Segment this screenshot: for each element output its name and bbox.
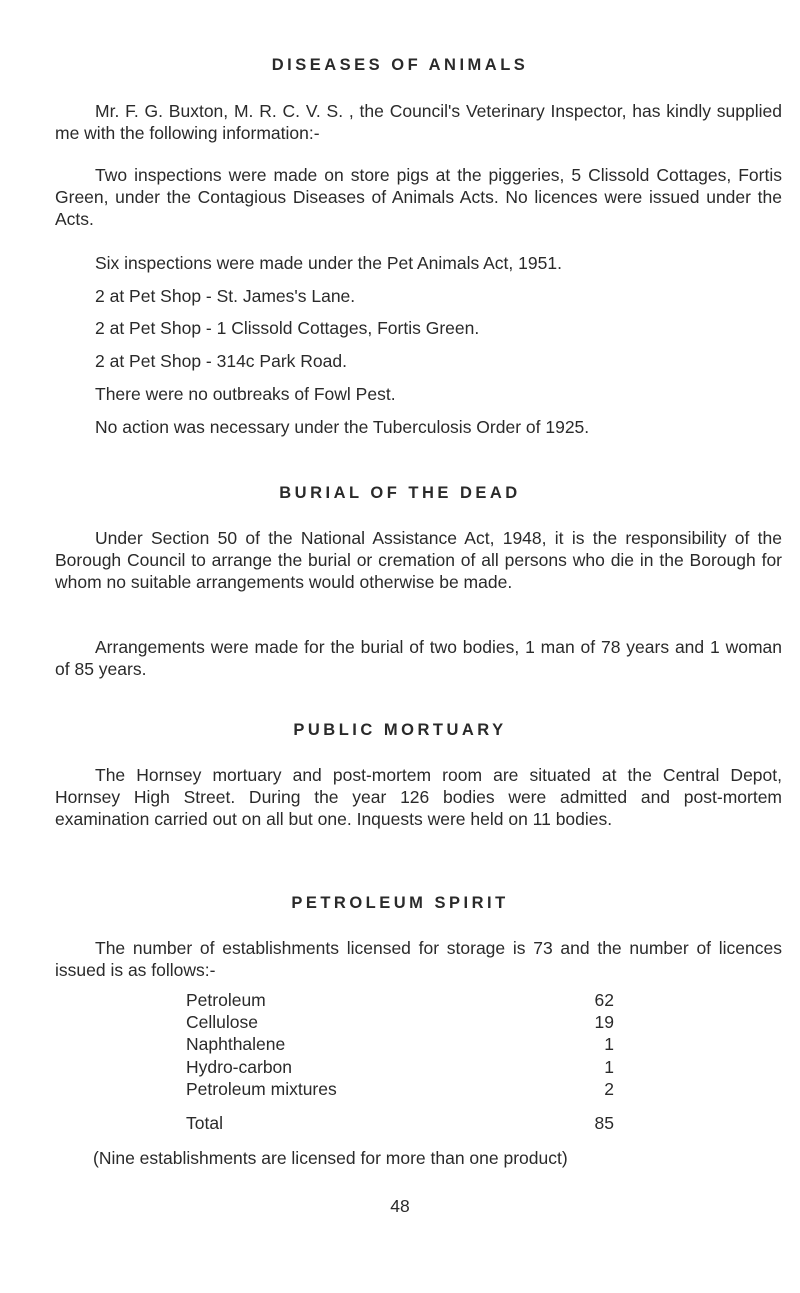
line-tuberculosis-order: No action was necessary under the Tuberculosis Order of 1925.	[95, 417, 590, 437]
table-row	[186, 1011, 626, 1033]
row-value: 62	[594, 990, 614, 1010]
heading-public-mortuary: PUBLIC MORTUARY	[293, 721, 507, 739]
table-row	[186, 989, 626, 1011]
row-label: Cellulose	[186, 1012, 258, 1032]
paragraph-veterinary-inspector: Mr. F. G. Buxton, M. R. C. V. S. , the Council's Veterinary Inspector, has kindly supplied me with the following information:-	[55, 101, 782, 143]
row-value: 19	[594, 1012, 614, 1032]
table-total-row	[186, 1112, 626, 1134]
line-pet-animals-act: Six inspections were made under the Pet Animals Act, 1951.	[95, 253, 562, 273]
line-fowl-pest: There were no outbreaks of Fowl Pest.	[95, 384, 396, 404]
row-label: Petroleum	[186, 990, 266, 1010]
line-pet-shop-park-road: 2 at Pet Shop - 314c Park Road.	[95, 351, 347, 371]
row-label: Petroleum mixtures	[186, 1079, 337, 1099]
table-row	[186, 1078, 626, 1100]
total-label: Total	[186, 1113, 223, 1133]
heading-petroleum-spirit: PETROLEUM SPIRIT	[291, 894, 509, 912]
page-number: 48	[390, 1196, 410, 1216]
heading-burial-of-the-dead: BURIAL OF THE DEAD	[279, 484, 521, 502]
row-value: 1	[604, 1034, 614, 1054]
table-row	[186, 1033, 626, 1055]
row-label: Naphthalene	[186, 1034, 286, 1054]
paragraph-burial-arrangements: Arrangements were made for the burial of two bodies, 1 man of 78 years and 1 woman of 85 years.	[55, 637, 782, 679]
line-pet-shop-clissold: 2 at Pet Shop - 1 Clissold Cottages, Fortis Green.	[95, 318, 480, 338]
row-value: 1	[604, 1057, 614, 1077]
paragraph-national-assistance-act: Under Section 50 of the National Assistance Act, 1948, it is the responsibility of the Borough Council to arrange the burial or cremation of all persons who die in the Borough for whom no suitable arrangements would otherwise be made.	[55, 528, 782, 592]
paragraph-pig-inspections: Two inspections were made on store pigs at the piggeries, 5 Clissold Cottages, Fortis Green, under the Contagious Diseases of Animals Acts. No licences were issued under the Acts.	[55, 165, 782, 229]
petroleum-note: (Nine establishments are licensed for more than one product)	[93, 1148, 568, 1168]
heading-diseases-of-animals: DISEASES OF ANIMALS	[271, 56, 529, 74]
table-row	[186, 1056, 626, 1078]
paragraph-hornsey-mortuary: The Hornsey mortuary and post-mortem room are situated at the Central Depot, Hornsey High Street. During the year 126 bodies were admitted and post-mortem examination carried out on all but one. Inquests were held on 11 bodies.	[55, 765, 782, 829]
total-value: 85	[594, 1113, 614, 1133]
row-value: 2	[604, 1079, 614, 1099]
paragraph-petroleum-licences: The number of establishments licensed for storage is 73 and the number of licences issued is as follows:-	[55, 938, 782, 980]
line-pet-shop-st-james: 2 at Pet Shop - St. James's Lane.	[95, 286, 356, 306]
row-label: Hydro-carbon	[186, 1057, 293, 1077]
